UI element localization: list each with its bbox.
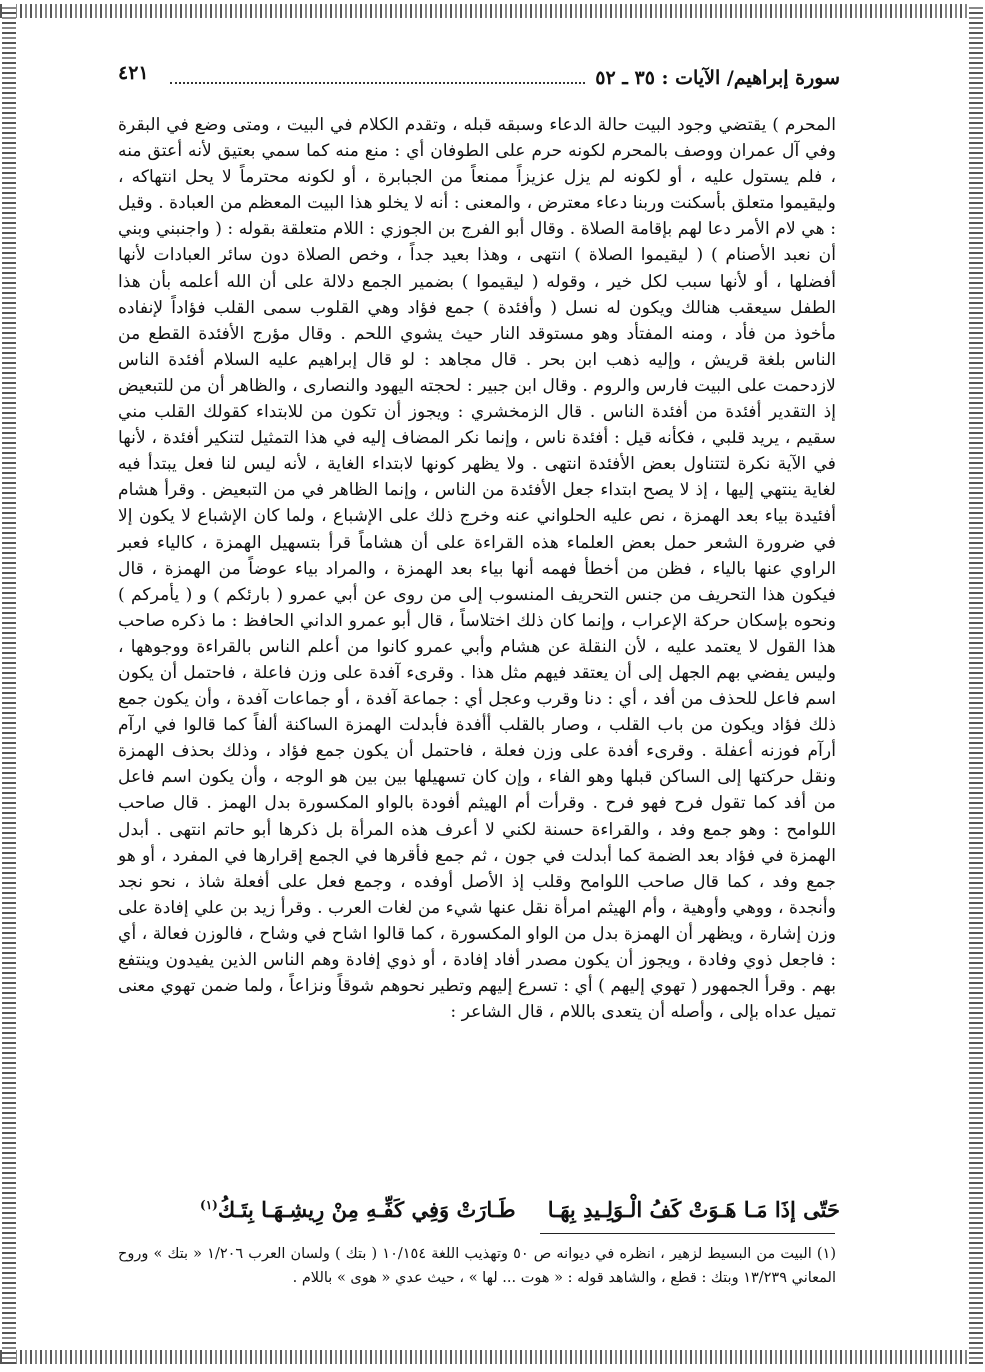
verse-hemistich-left: طَـارَتْ وَفِي كَفِّـهِ مِنْ رِيشِـهَـا بِتَـكُ$^{(١)}$ <box>200 1196 516 1222</box>
header-dot-leader <box>170 72 585 84</box>
page-border-top <box>0 4 985 18</box>
footnote: (١) البيت من البسيط لزهير ، انظره في ديوانه ص ٥٠ وتهذيب اللغة ١٠/١٥٤ ( بتك ) ولسان العرب ١/٢٠٦ « بتك » وروح المعاني ١٣/٢٣٩ وبتك : قطع ، والشاهد قوله : « هوت ... لها » ، حيث عدي « هوى » باللام . <box>118 1246 836 1286</box>
paragraph: المحرم ) يقتضي وجود البيت حالة الدعاء وسبقه قبله ، وتقدم الكلام في البيت ، ومتى وضع في البقرة وفي آل عمران ووصف بالمحرم لكونه حرم على الطوفان أي : منع منه كما سمي بعتيق لأنه أعتق منه ، فلم يستول عليه ، أو لكونه لم يزل عزيزاً ممنعاً من الجبابرة ، أو لكونه محترماً لا يحل انتهاكه ، وليقيموا متعلق بأسكنت وربنا دعاء معترض ، والمعنى : أنه لا يخلو هذا البيت المعظم من العبادة . وقيل : هي لام الأمر دعا لهم بإقامة الصلاة . وقال أبو الفرج بن الجوزي : اللام متعلقة بقوله : ( واجنبني وبني أن نعبد الأصنام ) ( ليقيموا الصلاة ) انتهى ، وهذا بعيد جداً ، وخص الصلاة دون سائر العبادات لأنها أفضلها ، أو لأنها سبب لكل خير ، وقوله ( ليقيموا ) بضمير الجمع دلالة على أن الله أعلمه بأن هذا الطفل سيعقب هنالك ويكون له نسل ( وأفئدة ) جمع فؤاد وهي القلوب سمى القلب فؤاداً لإنفاده مأخوذ من فأد ، ومنه المفتأد وهو مستوقد النار حيث يشوي اللحم . وقال مؤرج الأفئدة القطع من الناس بلغة قريش ، وإليه ذهب ابن بحر . قال مجاهد : لو قال إبراهيم عليه السلام أفئدة الناس لازدحمت على البيت فارس والروم . وقال ابن جبير : لحجته اليهود والنصارى ، والظاهر أن من للتبعيض إذ التقدير أفئدة من أفئدة الناس . قال الزمخشري : ويجوز أن تكون من للابتداء كقولك القلب مني سقيم ، يريد قلبي ، فكأنه قيل : أفئدة ناس ، وإنما نكر المضاف إليه في هذا التمثيل لتنكير أفئدة ، لأنها في الآية نكرة لتتناول بعض الأفئدة انتهى . ولا يظهر كونها لابتداء الغاية ، لأنه ليس لنا فعل يبتدأ فيه لغاية ينتهي إليها ، إذ لا يصح ابتداء جعل الأفئدة من الناس ، وإنما الظاهر في من التبعيض . وقرأ هشام أفئيدة بياء بعد الهمزة ، نص عليه الحلواني عنه وخرج ذلك على الإشباع ، ولما كان الإشباع لا يكون إلا في ضرورة الشعر حمل بعض العلماء هذه القراءة على أن هشاماً قرأ بتسهيل الهمزة ، كالياء فعبر الراوي عنها بالياء ، فظن من أخطأ فهمه أنها بياء بعد الهمزة ، والمراد بياء عوضاً من الهمزة ، قال فيكون هذا التحريف من جنس التحريف المنسوب إلى من روى عن أبي عمرو ( بارئكم ) و ( يأمركم ) ونحوه بإسكان حركة الإعراب ، وإنما كان ذلك اختلاساً ، قال أبو عمرو الداني الحافظ : ما ذكره صاحب هذا القول لا يعتمد عليه ، لأن النقلة عن هشام وأبي عمرو كانوا من أعلم الناس بالقراءة ووجوهها ، وليس يفضي بهم الجهل إلى أن يعتقد فيهم مثل هذا . وقرىء آفدة على وزن فاعلة ، فاحتمل أن يكون اسم فاعل للحذف من أفد ، أي : دنا وقرب وعجل أي : جماعة آفدة ، أو جماعات آفدة ، وأن يكون جمع ذلك فؤاد ويكون من باب القلب ، وصار بالقلب أأفدة فأبدلت الهمزة الساكنة ألفاً كما قالوا في ارآم أرآم فوزنه أعفلة . وقرىء أفدة على وزن فعلة ، فاحتمل أن يكون جمع فؤاد ، وذلك بحذف الهمزة ونقل حركتها إلى الساكن قبلها وهو الفاء ، وإن كان تسهيلها بين بين هو الوجه ، وأن يكون اسم فاعل من أفد كما تقول فرح فهو فرح . وقرأت أم الهيثم أفودة بالواو المكسورة بدل الهمز . قال صاحب اللوامح : وهو جمع وفد ، والقراءة حسنة لكني لا أعرف هذه المرأة بل ذكرها أبو حاتم انتهى . أبدل الهمزة في فؤاد بعد الضمة كما أبدلت في جون ، ثم جمع فأقرها في الجمع إقرارها في المفرد ، أو هو جمع وفد ، كما قال صاحب اللوامح وقلب إذ الأصل أوفده ، وجمع فعل على أفعلة شاذ ، نحو نجد وأنجدة ، ووهي وأوهية ، وأم الهيثم امرأة نقل عنها شيء من لغات العرب . وقرأ زيد بن علي إفادة على وزن إشارة ، ويظهر أن الهمزة بدل من الواو المكسورة ، كما قالوا اشاح في وشاح ، فالوزن فعالة ، أي : فاجعل ذوي وفادة ، ويجوز أن يكون مصدر أفاد إفادة ، أو ذوي إفادة وهم الناس الذين يفيدون وينتفع بهم . وقرأ الجمهور ( تهوي إليهم ) أي : تسرع إليهم وتطير نحوهم شوقاً ونزاعاً ، ولما ضمن تهوي معنى تميل عداه بإلى ، وأصله أن يتعدى باللام ، قال الشاعر : <box>118 115 836 1023</box>
verse-hemistich-right: حَتّى إذَا مَـا هَـوَتْ كَفُ الْـوَلِـيدِ بِهَـا <box>547 1196 840 1222</box>
page-number: ٤٢١ <box>118 62 149 84</box>
poetry-verse <box>200 1189 840 1229</box>
page-border-bottom <box>0 1350 985 1364</box>
surah-title: سورة إبراهيم/ الآيات : ٣٥ ـ ٥٢ <box>595 67 840 89</box>
main-text <box>118 112 836 1025</box>
footnote-divider <box>540 1233 835 1234</box>
running-header <box>120 60 840 96</box>
page-border-left <box>2 4 16 1364</box>
footnote-reference: (١) <box>200 1197 218 1212</box>
page-border-right <box>969 4 983 1364</box>
footnotes <box>118 1242 836 1290</box>
